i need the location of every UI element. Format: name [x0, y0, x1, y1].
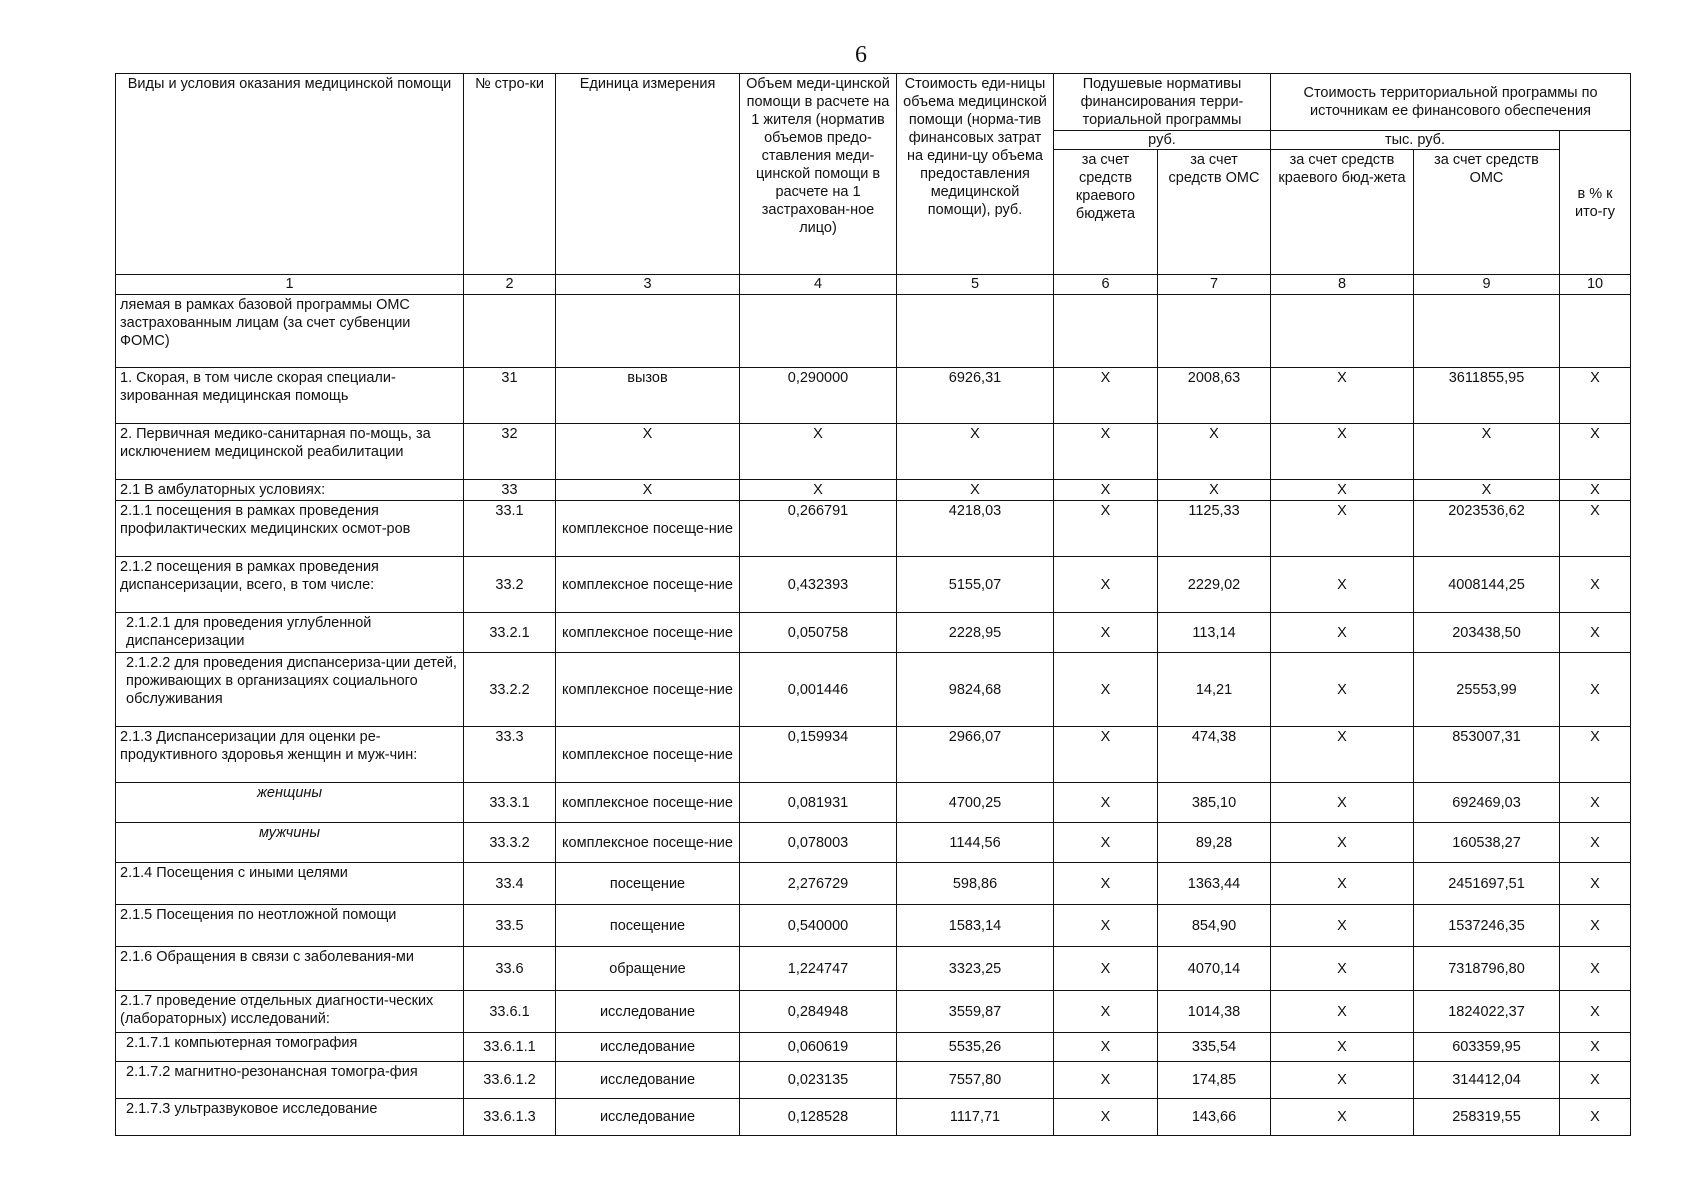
row-tp-budget: X — [1271, 783, 1414, 823]
column-number: 7 — [1158, 275, 1271, 295]
row-unit: комплексное посеще-ние — [556, 653, 740, 727]
row-number: 32 — [464, 424, 556, 480]
header-unit: Единица измерения — [556, 74, 740, 275]
column-number: 6 — [1054, 275, 1158, 295]
row-name: 2.1.2 посещения в рамках проведения диспансеризации, всего, в том числе: — [116, 557, 464, 613]
row-unit-cost: X — [897, 424, 1054, 480]
row-name: 1. Скорая, в том числе скорая специали-зированная медицинская помощь — [116, 368, 464, 424]
header-pc-oms: за счет средств ОМС — [1158, 150, 1271, 275]
row-percent — [1560, 295, 1631, 368]
row-number: 33.6.1.2 — [464, 1062, 556, 1099]
row-volume: 0,266791 — [740, 501, 897, 557]
header-unit-rub: руб. — [1054, 131, 1271, 150]
row-number: 33.3.1 — [464, 783, 556, 823]
row-pc-oms: 854,90 — [1158, 905, 1271, 947]
row-unit-cost: 9824,68 — [897, 653, 1054, 727]
row-percent: X — [1560, 424, 1631, 480]
page-number: 6 — [855, 42, 867, 68]
row-volume — [740, 295, 897, 368]
row-percent: X — [1560, 480, 1631, 501]
row-unit: комплексное посеще-ние — [556, 613, 740, 653]
row-pc-oms: 89,28 — [1158, 823, 1271, 863]
row-pc-budget: X — [1054, 480, 1158, 501]
row-pc-budget: X — [1054, 863, 1158, 905]
row-unit: исследование — [556, 1062, 740, 1099]
row-volume: X — [740, 424, 897, 480]
row-volume: 0,060619 — [740, 1033, 897, 1062]
row-volume: 2,276729 — [740, 863, 897, 905]
row-pc-oms: 335,54 — [1158, 1033, 1271, 1062]
table-row — [116, 1099, 1631, 1136]
row-tp-oms: 25553,99 — [1414, 653, 1560, 727]
row-pc-oms: X — [1158, 480, 1271, 501]
row-pc-oms: 143,66 — [1158, 1099, 1271, 1136]
row-unit-cost: 5155,07 — [897, 557, 1054, 613]
row-pc-oms: 1014,38 — [1158, 991, 1271, 1033]
row-tp-budget: X — [1271, 424, 1414, 480]
row-percent: X — [1560, 368, 1631, 424]
table-row — [116, 424, 1631, 480]
row-tp-oms: 1537246,35 — [1414, 905, 1560, 947]
row-tp-oms: 4008144,25 — [1414, 557, 1560, 613]
row-number: 33.2 — [464, 557, 556, 613]
row-pc-oms: X — [1158, 424, 1271, 480]
row-tp-oms — [1414, 295, 1560, 368]
row-pc-budget: X — [1054, 905, 1158, 947]
row-name: женщины — [116, 783, 464, 823]
row-percent: X — [1560, 613, 1631, 653]
row-pc-budget: X — [1054, 1062, 1158, 1099]
row-volume: 0,078003 — [740, 823, 897, 863]
row-tp-oms: 314412,04 — [1414, 1062, 1560, 1099]
row-volume: 0,159934 — [740, 727, 897, 783]
row-tp-budget: X — [1271, 823, 1414, 863]
row-unit — [556, 295, 740, 368]
row-percent: X — [1560, 905, 1631, 947]
row-percent: X — [1560, 947, 1631, 991]
row-pc-oms: 1125,33 — [1158, 501, 1271, 557]
row-tp-oms: 203438,50 — [1414, 613, 1560, 653]
row-name: 2.1.7.1 компьютерная томография — [116, 1033, 464, 1062]
row-pc-budget: X — [1054, 501, 1158, 557]
row-tp-oms: 3611855,95 — [1414, 368, 1560, 424]
row-tp-budget: X — [1271, 947, 1414, 991]
row-pc-budget: X — [1054, 653, 1158, 727]
row-pc-budget: X — [1054, 783, 1158, 823]
row-number: 33.5 — [464, 905, 556, 947]
row-unit-cost: 1117,71 — [897, 1099, 1054, 1136]
column-number: 9 — [1414, 275, 1560, 295]
column-number: 8 — [1271, 275, 1414, 295]
row-percent: X — [1560, 653, 1631, 727]
row-tp-oms: 2451697,51 — [1414, 863, 1560, 905]
row-tp-budget: X — [1271, 480, 1414, 501]
row-pc-oms: 2229,02 — [1158, 557, 1271, 613]
row-percent: X — [1560, 727, 1631, 783]
header-program-cost-group: Стоимость территориальной программы по источникам ее финансового обеспечения — [1271, 74, 1631, 131]
row-unit: вызов — [556, 368, 740, 424]
row-name: 2.1.6 Обращения в связи с заболевания-ми — [116, 947, 464, 991]
row-unit-cost: 7557,80 — [897, 1062, 1054, 1099]
row-unit-cost: 6926,31 — [897, 368, 1054, 424]
row-pc-oms: 14,21 — [1158, 653, 1271, 727]
row-pc-oms: 174,85 — [1158, 1062, 1271, 1099]
row-name: 2.1.4 Посещения с иными целями — [116, 863, 464, 905]
row-name: 2. Первичная медико-санитарная по-мощь, за исключением медицинской реабилитации — [116, 424, 464, 480]
row-name: ляемая в рамках базовой программы ОМС застрахованным лицам (за счет субвенции ФОМС) — [116, 295, 464, 368]
row-pc-oms: 385,10 — [1158, 783, 1271, 823]
row-pc-oms: 1363,44 — [1158, 863, 1271, 905]
row-unit-cost: 4218,03 — [897, 501, 1054, 557]
row-pc-budget: X — [1054, 424, 1158, 480]
table-row — [116, 823, 1631, 863]
header-unit-cost: Стоимость еди-ницы объема медицинской помощи (норма-тив финансовых затрат на едини-цу объема предоставления медицинской помощи), руб. — [897, 74, 1054, 275]
row-pc-budget: X — [1054, 613, 1158, 653]
row-tp-oms: 258319,55 — [1414, 1099, 1560, 1136]
row-unit: комплексное посеще-ние — [556, 823, 740, 863]
row-volume: 0,290000 — [740, 368, 897, 424]
table-body — [116, 295, 1631, 1136]
row-number: 33.6.1.1 — [464, 1033, 556, 1062]
column-number: 4 — [740, 275, 897, 295]
header-tp-budget: за счет средств краевого бюд-жета — [1271, 150, 1414, 275]
row-unit: исследование — [556, 991, 740, 1033]
header-pc-budget: за счет средств краевого бюджета — [1054, 150, 1158, 275]
row-unit: комплексное посеще-ние — [556, 501, 740, 557]
row-name: 2.1 В амбулаторных условиях: — [116, 480, 464, 501]
row-volume: X — [740, 480, 897, 501]
table-row — [116, 368, 1631, 424]
row-unit-cost — [897, 295, 1054, 368]
row-number: 33.2.2 — [464, 653, 556, 727]
row-unit: комплексное посеще-ние — [556, 557, 740, 613]
row-percent: X — [1560, 783, 1631, 823]
row-volume: 0,284948 — [740, 991, 897, 1033]
column-number: 5 — [897, 275, 1054, 295]
row-unit: обращение — [556, 947, 740, 991]
row-volume: 1,224747 — [740, 947, 897, 991]
row-pc-oms: 4070,14 — [1158, 947, 1271, 991]
table-row — [116, 947, 1631, 991]
row-tp-budget: X — [1271, 727, 1414, 783]
row-pc-oms: 2008,63 — [1158, 368, 1271, 424]
row-tp-budget: X — [1271, 1033, 1414, 1062]
row-tp-budget: X — [1271, 368, 1414, 424]
table-row — [116, 863, 1631, 905]
row-pc-oms: 474,38 — [1158, 727, 1271, 783]
row-number: 31 — [464, 368, 556, 424]
row-percent: X — [1560, 501, 1631, 557]
row-volume: 0,050758 — [740, 613, 897, 653]
row-pc-budget: X — [1054, 368, 1158, 424]
table-row — [116, 613, 1631, 653]
table-row — [116, 480, 1631, 501]
table-row — [116, 783, 1631, 823]
row-tp-budget: X — [1271, 613, 1414, 653]
row-unit: исследование — [556, 1099, 740, 1136]
row-unit: X — [556, 480, 740, 501]
table-row — [116, 557, 1631, 613]
row-tp-budget: X — [1271, 1099, 1414, 1136]
table-row — [116, 295, 1631, 368]
row-volume: 0,128528 — [740, 1099, 897, 1136]
row-name: 2.1.2.1 для проведения углубленной диспансеризации — [116, 613, 464, 653]
row-unit: исследование — [556, 1033, 740, 1062]
row-number: 33.6.1 — [464, 991, 556, 1033]
row-percent: X — [1560, 991, 1631, 1033]
column-number: 1 — [116, 275, 464, 295]
header-unit-thousand-rub: тыс. руб. — [1271, 131, 1560, 150]
row-unit-cost: 598,86 — [897, 863, 1054, 905]
row-unit-cost: 3559,87 — [897, 991, 1054, 1033]
row-name: 2.1.7 проведение отдельных диагности-ческих (лабораторных) исследований: — [116, 991, 464, 1033]
row-volume: 0,023135 — [740, 1062, 897, 1099]
row-percent: X — [1560, 557, 1631, 613]
row-pc-budget: X — [1054, 557, 1158, 613]
header-volume: Объем меди-цинской помощи в расчете на 1 жителя (норматив объемов предо-ставления меди-цинской помощи в расчете на 1 застрахован-ное лицо) — [740, 74, 897, 275]
row-number: 33.4 — [464, 863, 556, 905]
row-percent: X — [1560, 1033, 1631, 1062]
row-tp-budget: X — [1271, 501, 1414, 557]
row-unit: посещение — [556, 863, 740, 905]
row-unit-cost: 2228,95 — [897, 613, 1054, 653]
row-tp-oms: 853007,31 — [1414, 727, 1560, 783]
row-name: 2.1.5 Посещения по неотложной помощи — [116, 905, 464, 947]
row-number: 33.6.1.3 — [464, 1099, 556, 1136]
row-tp-budget — [1271, 295, 1414, 368]
row-tp-oms: X — [1414, 480, 1560, 501]
row-percent: X — [1560, 823, 1631, 863]
row-tp-budget: X — [1271, 1062, 1414, 1099]
row-volume: 0,081931 — [740, 783, 897, 823]
row-tp-oms: 160538,27 — [1414, 823, 1560, 863]
row-unit: комплексное посеще-ние — [556, 727, 740, 783]
row-tp-oms: 603359,95 — [1414, 1033, 1560, 1062]
row-pc-budget: X — [1054, 947, 1158, 991]
row-volume: 0,432393 — [740, 557, 897, 613]
row-volume: 0,540000 — [740, 905, 897, 947]
table-row — [116, 501, 1631, 557]
row-unit-cost: 3323,25 — [897, 947, 1054, 991]
row-pc-budget: X — [1054, 823, 1158, 863]
column-number: 2 — [464, 275, 556, 295]
row-unit: X — [556, 424, 740, 480]
row-number — [464, 295, 556, 368]
row-pc-budget: X — [1054, 727, 1158, 783]
row-pc-budget: X — [1054, 991, 1158, 1033]
header-per-capita-group: Подушевые нормативы финансирования терри-ториальной программы — [1054, 74, 1271, 131]
row-name: мужчины — [116, 823, 464, 863]
header-tp-oms: за счет средств ОМС — [1414, 150, 1560, 275]
row-tp-budget: X — [1271, 991, 1414, 1033]
row-pc-oms: 113,14 — [1158, 613, 1271, 653]
row-tp-oms: 692469,03 — [1414, 783, 1560, 823]
row-unit-cost: 1583,14 — [897, 905, 1054, 947]
row-tp-oms: 7318796,80 — [1414, 947, 1560, 991]
row-unit: комплексное посеще-ние — [556, 783, 740, 823]
row-pc-budget: X — [1054, 1099, 1158, 1136]
row-tp-budget: X — [1271, 557, 1414, 613]
row-unit: посещение — [556, 905, 740, 947]
row-number: 33.3 — [464, 727, 556, 783]
row-tp-oms: 1824022,37 — [1414, 991, 1560, 1033]
row-name: 2.1.2.2 для проведения диспансериза-ции детей, проживающих в организациях социального обслуживания — [116, 653, 464, 727]
table-row — [116, 727, 1631, 783]
table-row — [116, 1033, 1631, 1062]
row-number: 33.3.2 — [464, 823, 556, 863]
row-percent: X — [1560, 1062, 1631, 1099]
row-tp-oms: X — [1414, 424, 1560, 480]
row-percent: X — [1560, 863, 1631, 905]
table-row — [116, 905, 1631, 947]
table-row — [116, 1062, 1631, 1099]
row-number: 33.6 — [464, 947, 556, 991]
row-tp-budget: X — [1271, 863, 1414, 905]
row-tp-oms: 2023536,62 — [1414, 501, 1560, 557]
row-number: 33.1 — [464, 501, 556, 557]
row-tp-budget: X — [1271, 905, 1414, 947]
row-pc-oms — [1158, 295, 1271, 368]
row-pc-budget: X — [1054, 1033, 1158, 1062]
row-volume: 0,001446 — [740, 653, 897, 727]
row-name: 2.1.1 посещения в рамках проведения профилактических медицинских осмот-ров — [116, 501, 464, 557]
row-unit-cost: 4700,25 — [897, 783, 1054, 823]
row-name: 2.1.3 Диспансеризации для оценки ре-продуктивного здоровья женщин и муж-чин: — [116, 727, 464, 783]
row-unit-cost: 5535,26 — [897, 1033, 1054, 1062]
header-percent: в % к ито-гу — [1560, 131, 1631, 275]
table-row — [116, 653, 1631, 727]
row-number: 33.2.1 — [464, 613, 556, 653]
row-name: 2.1.7.2 магнитно-резонансная томогра-фия — [116, 1062, 464, 1099]
column-number: 3 — [556, 275, 740, 295]
row-unit-cost: 1144,56 — [897, 823, 1054, 863]
row-tp-budget: X — [1271, 653, 1414, 727]
row-name: 2.1.7.3 ультразвуковое исследование — [116, 1099, 464, 1136]
header-kind: Виды и условия оказания медицинской помощи — [116, 74, 464, 275]
program-cost-table — [115, 73, 1631, 1136]
row-unit-cost: 2966,07 — [897, 727, 1054, 783]
column-number: 10 — [1560, 275, 1631, 295]
row-pc-budget — [1054, 295, 1158, 368]
row-unit-cost: X — [897, 480, 1054, 501]
table-row — [116, 991, 1631, 1033]
row-percent: X — [1560, 1099, 1631, 1136]
row-number: 33 — [464, 480, 556, 501]
header-row-number: № стро-ки — [464, 74, 556, 275]
